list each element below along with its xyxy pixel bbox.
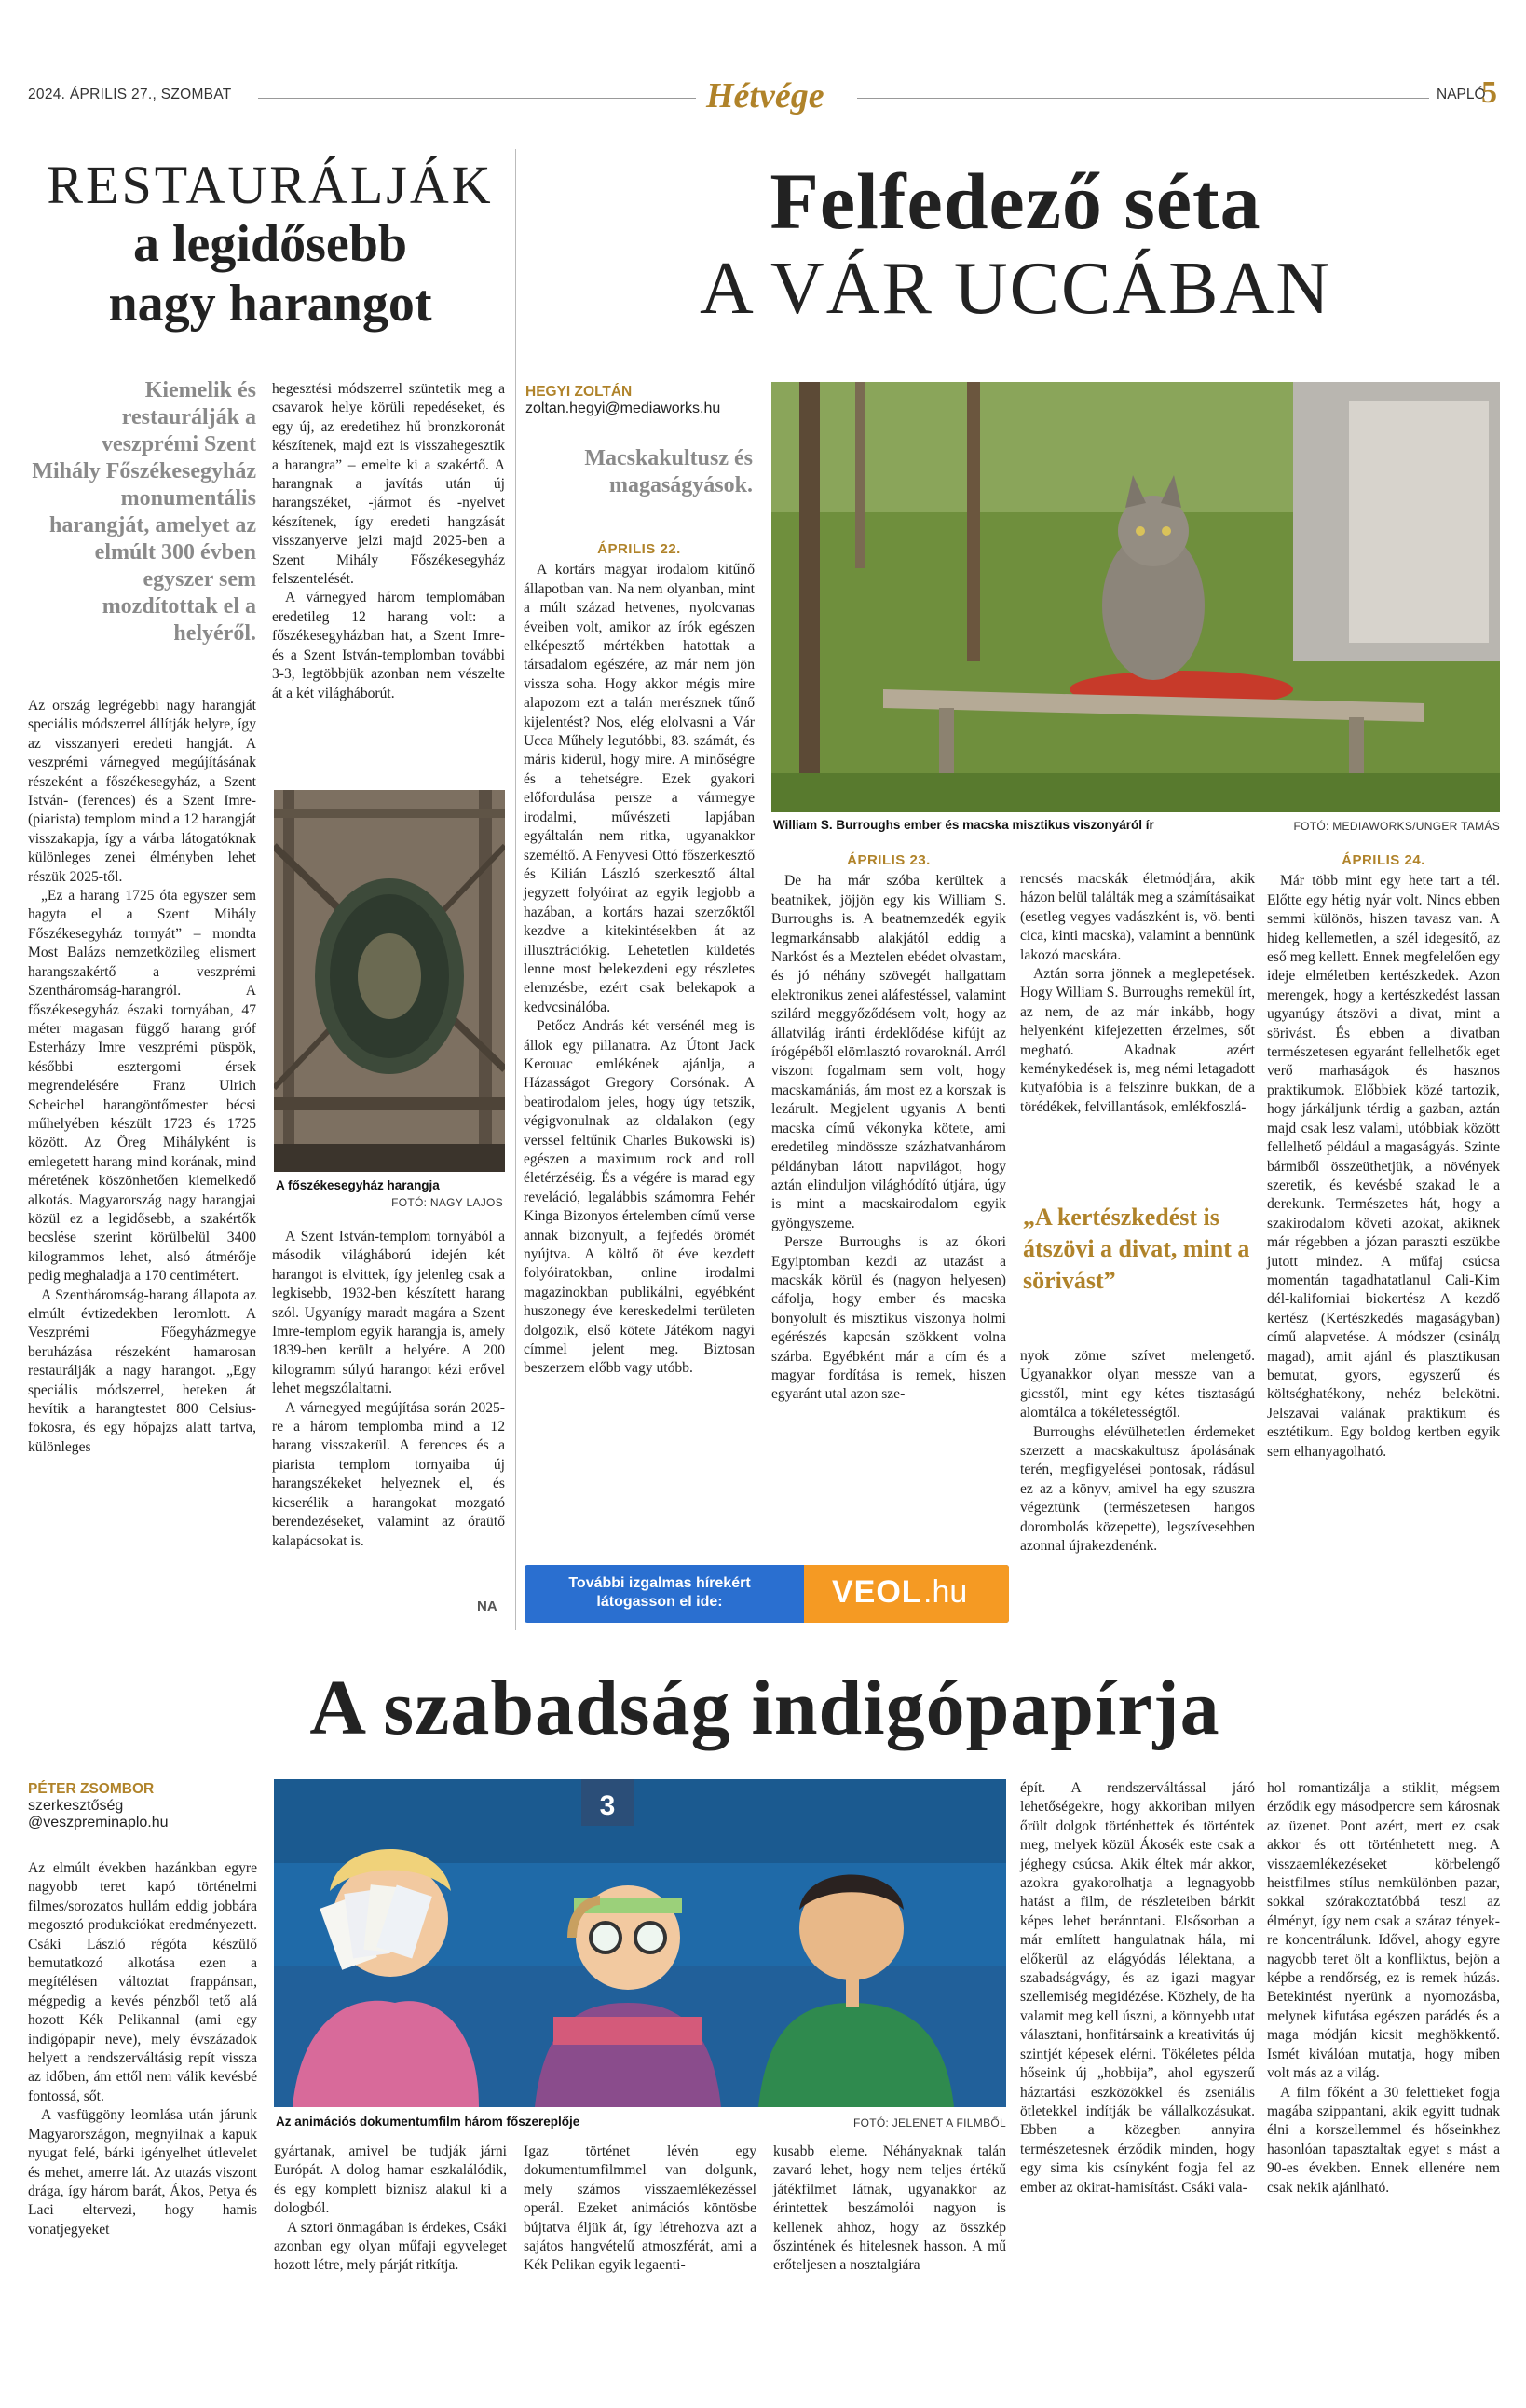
paragraph: Burroughs elévülhetetlen érdemeket szerzett a macskakultusz ápolásának terén, megfigyelései pontosak, rádásul ez az a könyv, amivel ha egy szuszra végeztünk (természetesen hangos dorombolás közepette), legszívesebben azonnal újrakezdenénk.: [1020, 1423, 1255, 1555]
article2-col1: [524, 538, 755, 1379]
cat-photo-caption: William S. Burroughs ember és macska misztikus viszonyáról ír: [773, 818, 1154, 832]
article1-col1: [28, 697, 256, 1457]
veol-ad-banner[interactable]: [525, 1565, 1009, 1623]
article1-col2-bottom: [272, 1228, 505, 1551]
paragraph: „Ez a harang 1725 óta egyszer sem hagyta el a Szent Mihály Főszékesegyház tornyát” – mondta Most Balázs nemzetközileg elismert harangszakértő a veszprémi Szentháromság-harangról. A főszékesegyház északi tornyában, 47 méter magasan függő harang gróf Esterházy Imre veszprémi püspök, későbbi esztergomi érsek megrendelésére Franz Ulrich Scheichel harangöntőmester bécsi műhelyében készült 1723 és 1725 között. Az Öreg Mihályként is emlegetett harang mind korának, mind méretének köszönhetően kiemelkedő alkotás. Magyarország nagy harangjai közül ez a legidősebb, a szakértők becslése szerint körülbelül 3400 kilogrammos lehet, alsó átmérője pedig meghaladja a 170 centimétert.: [28, 888, 256, 1285]
paragraph: hegesztési módszerrel szüntetik meg a csavarok helye körüli repedéseket, és egy új, az eredetihez hű bronzkoronát készítenek, majd ezt is visszahegesztik a harangra” – emelte ki a szakértő. A harangnak a javítás után új harangszéket, -jármot és -nyelvet készítenek, így eredeti hangzását visszanyerve jelzi majd 2025-ben a Szent Mihály Főszékesegyház felszentelését.: [272, 381, 505, 588]
paragraph: Petőcz András két versénél meg is állok egy pillanatra. Az Útont Jack Kerouac emlékének ajánlja, a Házasságot Gregory Corsónak. A beatirodalom jeles, hogy úgy tetszik, végigvonulnak az oldalakon (egy verssel feltűnik Charles Bukowski is) egészen a maximum rock and roll életérzéséig. És a végére is marad egy reveláció, legalábbis számomra Fehér Kinga Bizonyos értelemben című verse annak bizonyult, a fejfedés örömét nyújtva. A költő öt éve kezdett folyóiratokban, online irodalmi magazinokban publikálni, egyébként huszonegy éve kereskedelmi területen dolgozik, első kötete Játékom nagyi címmel jelent meg. Biztosan beszerzem előbb vagy utóbb.: [524, 1018, 755, 1377]
article3-byline: [28, 1781, 261, 1831]
paragraph: kusabb eleme. Néhányaknak talán zavaró lehet, hogy nem teljes értékű játékfilmet látnak, ugyanakkor az érintettek beszámolói nagyon is kellenek ahhoz, hogy az összkép őszintének és hitelesnek hasson. A mű erőteljesen a nosztalgiára: [773, 2143, 1006, 2274]
film-still-illustration: [274, 1779, 1006, 2107]
author-handle: @veszpreminaplo.hu: [28, 1815, 169, 1830]
article3-title: A szabadság indigópapírja: [309, 1665, 1220, 1751]
paragraph: gyártanak, amivel be tudják járni Európát. A dolog hamar eszkalálódik, és egy komplett biznisz alakul ki a dologból.: [274, 2143, 507, 2217]
ad-text-line1: További izgalmas hírekért: [568, 1575, 751, 1591]
ad-text-line2: látogasson el ide:: [596, 1594, 723, 1610]
header-rule-right: [857, 98, 1429, 99]
section-title: Hétvége: [706, 76, 824, 116]
pull-quote: „A kertészkedést is átszövi a divat, mint a sörivást”: [1023, 1204, 1250, 1294]
bell-photo-caption: A főszékesegyház harangja: [276, 1178, 440, 1192]
article2-col3-bottom: [1020, 1347, 1255, 1556]
column-divider: [515, 149, 516, 1630]
film-photo: [274, 1779, 1006, 2107]
date-heading: ÁPRILIS 23.: [847, 852, 931, 868]
article2-title-line1: Felfedező séta: [770, 156, 1261, 246]
author-email: zoltan.hegyi@mediaworks.hu: [525, 401, 721, 416]
paragraph: A Szent István-templom tornyából a második világháború idején két harangot is elvittek, így jelenleg csak a legkisebb, 1932-ben készített harang szól. Ugyanígy maradt magára a Szent Imre-templom egyik harangja is, amely 1839-ben került a helyére. A 200 kilogramm súlyú harangot kézi erővel lehet megszólaltatni.: [272, 1229, 505, 1397]
article1-col2-top: [272, 380, 505, 703]
paragraph: épít. A rendszerváltással járó lehetőségekre, hogy akkoriban milyen őrült dolgok történhettek és történtek meg, melyek közül Ákosék este csak a jéghegy csúcsa. Akik éltek már akkor, azokra gyakorolhatja a legnagyobb hatást a film, de részleteiben bárkit képes lehet beránntani. Elsősorban a már említett hangulatnak hála, mi előkerül az elágyódás lélektana, a szabadságvágy, és az igazi magyar szellemiség megidézése. Közhely, de ha valamit meg kell úszni, a könnyebb utat választani, honfitársaink a kreativitás új szintjét képesek elérni. Tökéletes példa hőseink új „hobbija”, ahol egyszerű háztartási eszközökkel és zseniális ötletekkel indítják be vállalkozásukat. Ebben a közegben annyira természetesnek érződik minden, hogy egy sima kis csínyként fogja fel az ember az okirat-hamisítást. Csáki vala-: [1020, 1780, 1255, 2196]
article2-col3: [1020, 870, 1255, 1117]
paragraph: Az ország legrégebbi nagy harangját speciális módszerrel állítják helyre, így az visszanyeri eredeti hangját. A veszprémi várnegyed megújításának részeként a főszékesegyház, a Szent István- (ferences) és a Szent Imre- (piarista) templom mind a 12 harangját visszakapja, így a várba látogatóknak különleges zenei élményben lehet részük 2025-től.: [28, 698, 256, 885]
article1-title-line1: RESTAURÁLJÁK: [47, 155, 494, 215]
paragraph: A várnegyed három templomában eredetileg 12 harang volt: a főszékesegyházban hat, a Szent Imre- és a Szent István-templomban további 3-3, legtöbbjük azonban nem vészelte át a két világháborút.: [272, 590, 505, 701]
paragraph: rencsés macskák életmódjára, akik házon belül találták meg a számításaikat (esetleg vegyes vadászként is, vö. benti cica, kinti macska), valamint a bennünk lakozó macskára.: [1020, 871, 1255, 963]
author-role: szerkesztőség: [28, 1798, 124, 1814]
article3-col2: [274, 2143, 507, 2276]
paragraph: Az elmúlt években hazánkban egyre nagyobb teret kapó történelmi filmes/sorozatos hullám eddig jobbára megosztó produkciókat eredményezett. Csáki László régóta készülő bemutatkozó alkotása ezen a megítélésen változtat frappánsan, mégpedig a kevés pénzből tető alá hozott Kék Pelikannal (ami egy indigópapír neve), mely évszázadok helyett a rendszerváltásig repít vissza az időben, ám ettől nem válik kevésbé fontossá, sőt.: [28, 1860, 257, 2104]
date-heading: ÁPRILIS 24.: [1342, 852, 1425, 868]
ad-brand-box: [804, 1565, 1009, 1623]
page-number: 5: [1481, 75, 1497, 110]
article1-headline: [28, 156, 512, 333]
paragraph: A film főként a 30 felettieket fogja magába szippantani, akik egyitt tudnak élni a korszellemmel és hőseinkhez hasonlóan tapasztaltak egyet s mást a 90-es években. Ennek ellenére nem csak nekik ajánlható.: [1267, 2084, 1500, 2196]
paragraph: Persze Burroughs is az ókori Egyiptomban kezdi az utazást a macskák körül és (nagyon helyesen) cáfolja, hogy ember és macska bonyolult és misztikus viszonya holmi egérészés kapcsán szökkent volna szárba. Egyébként már a cím és a magyar fordítása is remek, hiszen egyaránt utal azon sze-: [771, 1234, 1006, 1403]
bell-photo-credit: FOTÓ: NAGY LAJOS: [391, 1196, 503, 1209]
paragraph: A Szentháromság-harang állapota az elmúlt évtizedekben leromlott. A Veszprémi Főegyházmegye beruházása részeként hamarosan restaurálják a nagy harangot. „Egy speciális módszerrel, heteken át hevítik a harangtestet 800 Celsius-fokosra, és egy hőpajzs alatt tartva, különleges: [28, 1286, 256, 1455]
svg-text:3: 3: [599, 1790, 616, 1821]
article1-title-line2: a legidősebb: [132, 215, 408, 273]
cat-illustration: [771, 382, 1500, 812]
author-name: HEGYI ZOLTÁN: [525, 384, 633, 400]
article1-lead: Kiemelik és restaurálják a veszprémi Szent Mihály Főszékesegyház monumentális harangját, amelyet az elmúlt 300 évben egyszer sem mozdítottak el a helyéről.: [32, 378, 256, 646]
article2-byline: [525, 384, 758, 417]
paragraph: De ha már szóba kerültek a beatnikek, jöjjön egy kis William S. Burroughs is. A beatnemzedék egyik legmarkánsabb alakjától eddig a Narkóst és a Meztelen ebédet olvastam, és jó néhány szövegét hallgattam elektronikus zenei aláfestéssel, valamint szilárd meggyőződésem volt, hogy az állatvilág iránti érdeklődése kifújt az írógépéből elömlasztó rovaroknál. Arról viszont fogalmam sem volt, hogy macskamániás, ám most ez a korszak is lezárult. Megjelent ugyanis A benti macska című vékonyka kötete, ami eredetileg mindössze százhatvanhárom példányban látott napvilágot, hogy aztán elinduljon világhódító útjára, úgy is mint a macskairodalom egyik gyöngyszeme.: [771, 873, 1006, 1231]
ad-text: [562, 1574, 757, 1612]
article3-col4: [773, 2143, 1006, 2276]
article3-col5: [1020, 1779, 1255, 2197]
article2-title-line2: A VÁR UCCÁBAN: [700, 248, 1331, 330]
bell-photo: [274, 790, 505, 1172]
article3-col3: [524, 2143, 756, 2276]
ad-brand: VEOL: [832, 1574, 922, 1610]
paragraph: nyok zöme szívet melengető. Ugyanakkor olyan messze van a gicsstől, mint egy kétes tisztaságú alomtálca a tökéletességtől.: [1020, 1348, 1255, 1422]
film-photo-credit: FOTÓ: JELENET A FILMBŐL: [852, 2116, 1006, 2129]
article3-col6: [1267, 1779, 1500, 2197]
article1-title-line3: nagy harangot: [108, 275, 432, 333]
paragraph: A kortárs magyar irodalom kitűnő állapotban van. Na nem olyanban, mint a múlt század hetvenes, nyolcvanas éveiben volt, amikor az írók egészen elképesztő mértékben hatottak a társadalom egészére, az már nem jön vissza soha. Hogy akkor mégis mire alapozom ezt a talán merésznek tűnő kijelentést? Nos, elég elolvasni a Vár Ucca Műhely legutóbbi, 83. számát, és máris kiderül, hogy mire. A minőségre és a tehetségre. Ezek gyakori előfordulása persze a vármegye irodalmi, művészeti lapjában egyáltalán nem ritka, ugyanakkor személtő. A Fenyvesi Ottó főszerkesztő és Kilián László szerkesztő által jegyzett folyóirat az egyik legjobb a hazában, a kortárs hazai szerzőktől kezdve a kitekintésekben át az illusztrációkig. Lehetetlen küldetés lenne most belekezdeni egy részletes elemzésbe, ezért csak belekapok a kedvcsinálóba.: [524, 562, 755, 1015]
header-date: 2024. ÁPRILIS 27., SZOMBAT: [28, 87, 232, 102]
article1-signature: NA: [477, 1599, 497, 1614]
article2-headline: [526, 156, 1505, 332]
paragraph: A sztori önmagában is érdekes, Csáki azonban egy olyan műfaji egyveleget hozott létre, mely párját ritkítja.: [274, 2219, 507, 2274]
cat-photo: [771, 382, 1500, 812]
article2-col4: [1267, 850, 1500, 1462]
cat-photo-credit: FOTÓ: MEDIAWORKS/UNGER TAMÁS: [1293, 820, 1500, 833]
bell-illustration: [274, 790, 505, 1172]
page-header: [28, 75, 1502, 124]
paragraph: Aztán sorra jönnek a meglepetések. Hogy William S. Burroughs remekül írt, az nem, de az már inkább, hogy helyenként kifejezetten érzelmes, sőt megható. Akadnak azért keménykedések is, meg némi letagadott kutyafóbia is a felszínre bukkan, de a törédékek, felvillantások, emlékfoszlá-: [1020, 966, 1255, 1115]
article3-col1: [28, 1859, 257, 2239]
header-rule-left: [258, 98, 696, 99]
paragraph: A várnegyed megújítása során 2025-re a három templomba mind a 12 harang visszakerül. A ferences és a piarista templom tornyaiba új harangszékeket helyeznek el, és kicserélik a harangokat mozgató berendezéseket, valamint az óraütő kalapácsokat is.: [272, 1399, 505, 1549]
paragraph: hol romantizálja a stiklit, mégsem érződik egy másodpercre sem károsnak az üzenet. Pont azért, mert ez csak akkor és ott történhetett meg. A visszaemlékezéseket körbelengő heistfilmes stílus nemkülönben pazar, sokkal szórakoztatóbbá teszi az élményt, így nem csak a száraz tényekre koncentrálunk. Idővel, ahogy egyre nagyobb teret ölt a konfliktus, bejön a képbe a rendőrség, ez is remek húzás. Betekintést nyerünk a nyomozásba, melynek kifutása egészen parádés és a maga módján kicsit meghökkentő. Ismét kiválóan mutatja, hogy miben volt más az a világ.: [1267, 1780, 1500, 2082]
film-photo-caption: Az animációs dokumentumfilm három főszereplője: [276, 2115, 580, 2129]
article2-lead: Macskakultusz és magaságyások.: [584, 446, 753, 497]
author-name: PÉTER ZSOMBOR: [28, 1781, 155, 1797]
paper-name: NAPLÓ: [1437, 87, 1486, 102]
ad-tld: .hu: [923, 1574, 968, 1610]
paragraph: A vasfüggöny leomlása után járunk Magyarországon, megnyílnak a kapuk nyugat felé, bárki igényelhet útlevelet és mehet, amerre lát. Az utazás viszont drága, így három barát, Ákos, Petya és Laci eltervezi, hogy hamis vonatjegyeket: [28, 2107, 257, 2238]
paragraph: Már több mint egy hete tart a tél. Előtte egy hétig nyár volt. Nincs ebben semmi különös, hiszen tavasz van. A hideg kellemetlen, a szél idegesítő, az eső meg kellett. Ennek megfelelően egy ideje elméletben kertészkedek. Azon merengek, hogy a kertészkedést lassan ugyanúgy átszövi a divat, mint a sörivást. És ebben a divatban természetesen egyaránt fellelhetők eget verő marhaságok és hasznos praktikumok. Előbbiek közé tartozik, hogy járkáljunk térdig a gazban, aztán majd csak lesz valami, utóbbiak között fellelhető például a magaságyás. Szinte bármiből összeüthetjük, a növények szeretik, és kevésbé szakad le a derekunk. Természetes hát, hogy a szakirodalom követi azokat, akiknek már régebben a józan paraszti eszükbe jutott mindez. A műfaj csúcsa momentán tagadhatatlanul Cali-Kim dél-kaliforniai biokertész A kezdő kertész (Kertészkedés magaságyban) című alapvetése. A módszer (csinálд magad), amit ajánl és plasztikusan bemutat, gyors, egyszerű és költséghatékony, nehéz belekötni. Jelszavai valának praktikum és esztétikum. Egy boldog kertben egyik sem elhanyagolható.: [1267, 873, 1500, 1460]
date-heading: ÁPRILIS 22.: [597, 541, 681, 557]
article2-col2: [771, 850, 1006, 1405]
paragraph: Igaz történet lévén egy dokumentumfilmmel van dolgunk, mely számos visszaemlékezéssel operál. Ezeket animációs köntösbe bújtatva éljük át, így létrehozva azt a sajátos hangvételű atmoszférát, ami a Kék Pelikan egyik legaenti-: [524, 2143, 756, 2274]
